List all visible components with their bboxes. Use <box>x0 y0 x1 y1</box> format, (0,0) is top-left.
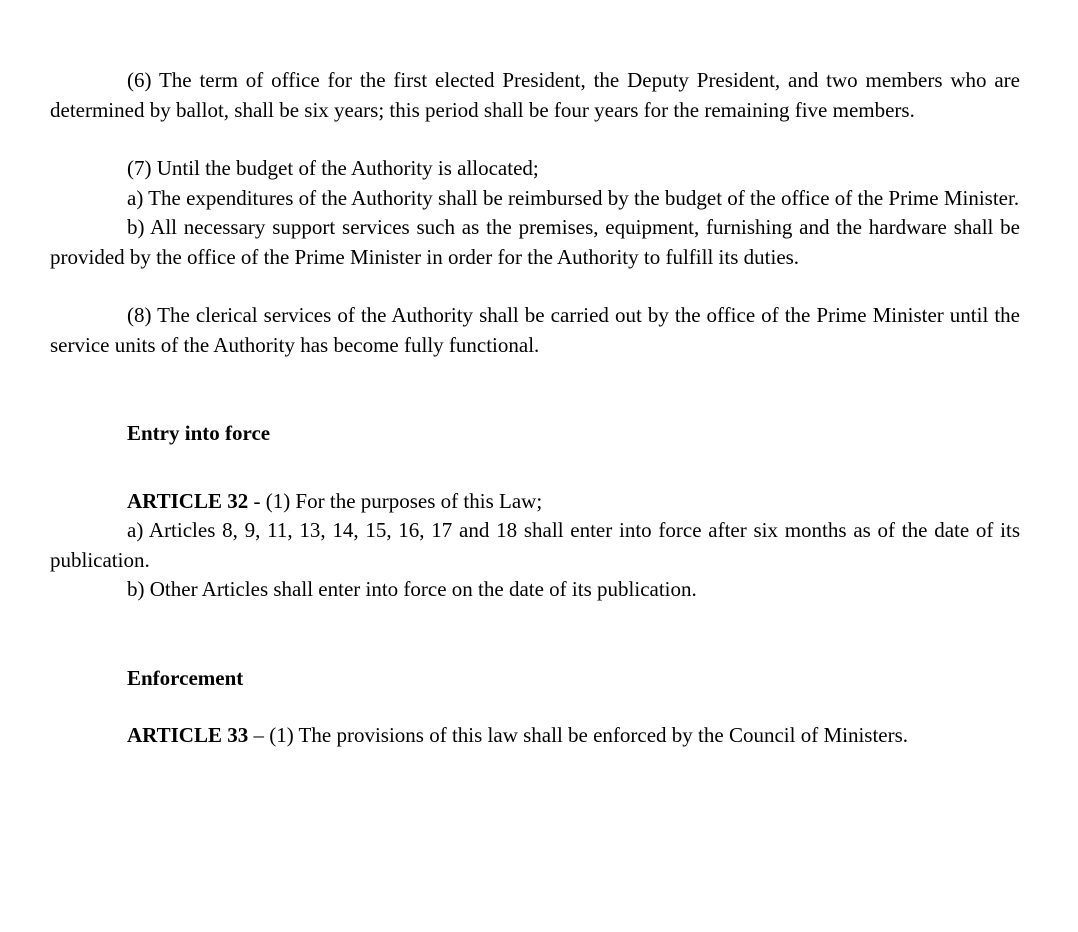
bold-text-run: Entry into force <box>127 421 271 445</box>
heading-entry-into-force <box>50 419 1020 449</box>
paragraph-article-33 <box>50 721 1020 751</box>
text-run: a) The expenditures of the Authority shall be reimbursed by the budget of the office of the Prime Minister. <box>127 185 1020 210</box>
bold-text-run: ARTICLE 32 <box>127 488 249 513</box>
heading-enforcement <box>50 664 1020 694</box>
text-run: - (1) For the purposes of this Law; <box>248 488 543 513</box>
text-run: a) Articles 8, 9, 11, 13, 14, 15, 16, 17 and 18 shall enter into force after six months as of the date of its publication. <box>50 518 1020 572</box>
paragraph-article-32 <box>50 487 1020 517</box>
bold-text-run: Enforcement <box>127 665 244 690</box>
paragraph-article-32a <box>50 516 1020 575</box>
text-run: (7) Until the budget of the Authority is allocated; <box>127 156 539 180</box>
paragraph-clause-7b <box>50 213 1020 272</box>
text-run: – (1) The provisions of this law shall be enforced by the Council of Ministers. <box>248 723 909 747</box>
paragraph-clause-7 <box>50 154 1020 184</box>
paragraph-clause-7a <box>50 184 1020 214</box>
text-run: b) All necessary support services such as the premises, equipment, furnishing and the hardware shall be provided by the office of the Prime Minister in order for the Authority to fulfill its duties. <box>50 215 1020 269</box>
text-run: b) Other Articles shall enter into force on the date of its publication. <box>127 577 697 601</box>
paragraph-article-32b <box>50 575 1020 605</box>
text-run: (6) The term of office for the first elected President, the Deputy President, and two members who are determined by ballot, shall be six years; this period shall be four years for the remaining five members. <box>50 68 1020 122</box>
text-run: (8) The clerical services of the Authority shall be carried out by the office of the Prime Minister until the service units of the Authority has become fully functional. <box>50 303 1020 357</box>
bold-text-run: ARTICLE 33 <box>127 723 249 747</box>
paragraph-clause-6 <box>50 66 1020 125</box>
paragraph-clause-8 <box>50 301 1020 360</box>
